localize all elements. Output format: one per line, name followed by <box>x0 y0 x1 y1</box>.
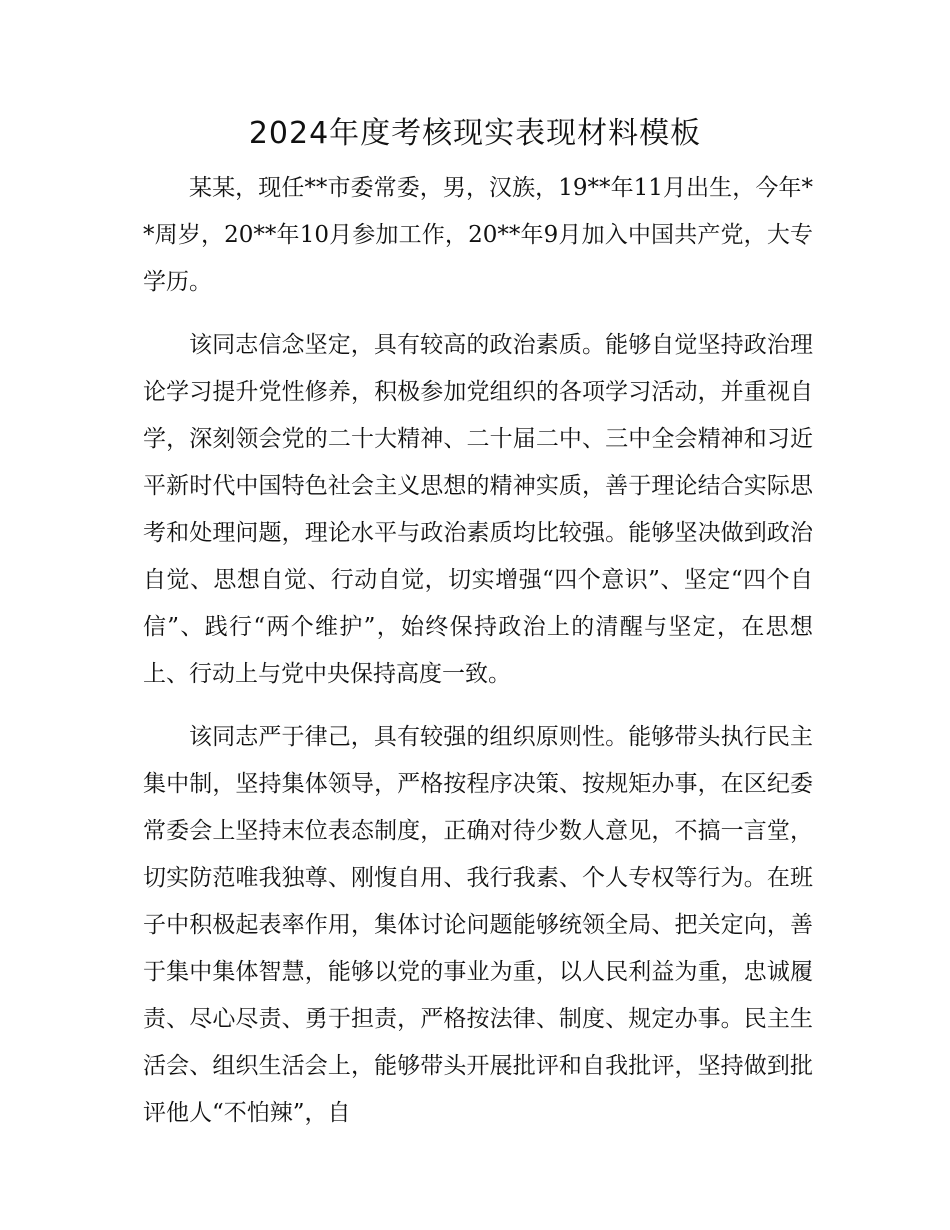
paragraph-organizational-discipline: 该同志严于律己，具有较强的组织原则性。能够带头执行民主集中制，坚持集体领导，严格按程序决策、按规矩办事，在区纪委常委会上坚持末位表态制度，正确对待少数人意见，不搞一言堂，切实防范唯我独尊、刚愎自用、我行我素、个人专权等行为。在班子中积极起表率作用，集体讨论问题能够统领全局、把关定向，善于集中集体智慧，能够以党的事业为重，以人民利益为重，忠诚履责、尽心尽责、勇于担责，严格按法律、制度、规定办事。民主生活会、组织生活会上，能够带头开展批评和自我批评，坚持做到批评他人“不怕辣”，自 <box>143 724 813 1126</box>
paragraph-basic-info: 某某，现任**市委常委，男，汉族，19**年11月出生，今年**周岁，20**年10月参加工作，20**年9月加入中国共产党，大专学历。 <box>143 175 813 295</box>
paragraph-political-quality: 该同志信念坚定，具有较高的政治素质。能够自觉坚持政治理论学习提升党性修养，积极参加党组织的各项学习活动，并重视自学，深刻领会党的二十大精神、二十届二中、三中全会精神和习近平新时代中国特色社会主义思想的精神实质，善于理论结合实际思考和处理问题，理论水平与政治素质均比较强。能够坚决做到政治自觉、思想自觉、行动自觉，切实增强“四个意识”、坚定“四个自信”、践行“两个维护”，始终保持政治上的清醒与坚定，在思想上、行动上与党中央保持高度一致。 <box>143 332 813 687</box>
document-title: 2024年度考核现实表现材料模板 <box>248 116 702 151</box>
document-body <box>143 165 813 1137</box>
